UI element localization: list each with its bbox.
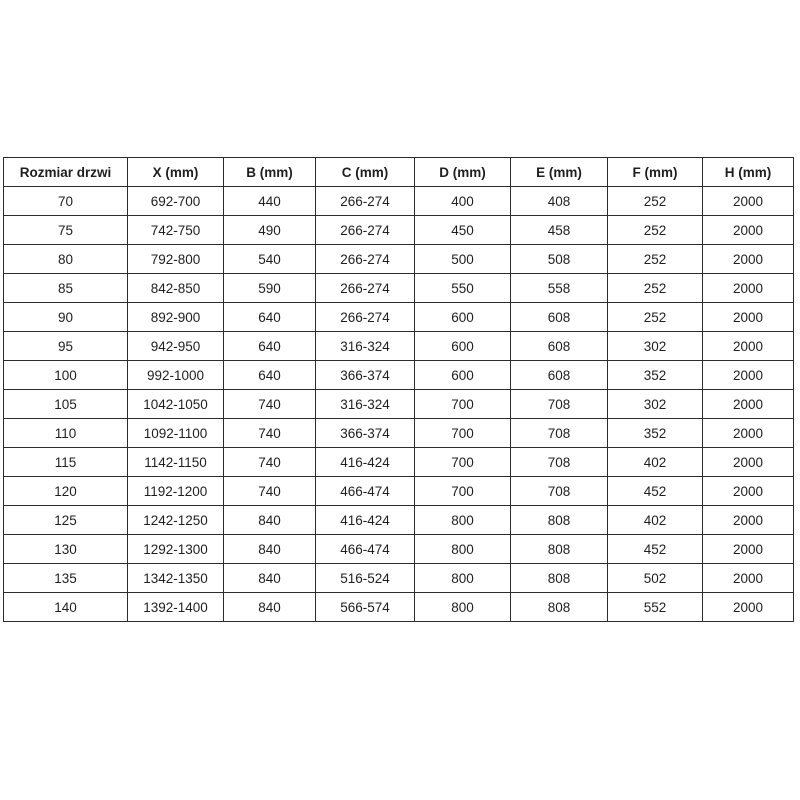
table-cell: 740 [224, 390, 316, 419]
table-cell: 500 [415, 245, 511, 274]
table-row [4, 419, 794, 448]
column-header: F (mm) [608, 158, 703, 187]
table-cell: 516-524 [316, 564, 415, 593]
table-cell: 266-274 [316, 216, 415, 245]
table-cell: 552 [608, 593, 703, 622]
table-cell: 408 [511, 187, 608, 216]
table-cell: 252 [608, 274, 703, 303]
table-cell: 808 [511, 593, 608, 622]
table-cell: 2000 [703, 535, 794, 564]
table-row [4, 187, 794, 216]
table-cell: 708 [511, 390, 608, 419]
table-cell: 2000 [703, 390, 794, 419]
table-cell: 2000 [703, 477, 794, 506]
table-cell: 700 [415, 448, 511, 477]
table-cell: 2000 [703, 245, 794, 274]
table-row [4, 593, 794, 622]
table-cell: 400 [415, 187, 511, 216]
table-cell: 252 [608, 303, 703, 332]
table-cell: 800 [415, 564, 511, 593]
table-cell: 700 [415, 477, 511, 506]
table-cell: 416-424 [316, 506, 415, 535]
column-header: H (mm) [703, 158, 794, 187]
table-cell: 1142-1150 [128, 448, 224, 477]
table-cell: 452 [608, 535, 703, 564]
table-row [4, 506, 794, 535]
table-cell: 366-374 [316, 419, 415, 448]
table-cell: 1292-1300 [128, 535, 224, 564]
column-header: D (mm) [415, 158, 511, 187]
table-cell: 740 [224, 419, 316, 448]
table-cell: 252 [608, 216, 703, 245]
door-size-table-container [3, 157, 794, 622]
table-cell: 708 [511, 419, 608, 448]
table-cell: 508 [511, 245, 608, 274]
table-cell: 840 [224, 506, 316, 535]
table-cell: 2000 [703, 187, 794, 216]
table-cell: 640 [224, 361, 316, 390]
table-cell: 740 [224, 448, 316, 477]
column-header: Rozmiar drzwi [4, 158, 128, 187]
table-cell: 402 [608, 506, 703, 535]
table-cell: 600 [415, 332, 511, 361]
table-cell: 742-750 [128, 216, 224, 245]
table-cell: 708 [511, 448, 608, 477]
table-cell: 2000 [703, 593, 794, 622]
table-cell: 2000 [703, 419, 794, 448]
table-cell: 800 [415, 506, 511, 535]
table-cell: 402 [608, 448, 703, 477]
table-cell: 942-950 [128, 332, 224, 361]
table-cell: 266-274 [316, 274, 415, 303]
table-cell: 75 [4, 216, 128, 245]
table-cell: 640 [224, 303, 316, 332]
table-cell: 316-324 [316, 390, 415, 419]
table-cell: 140 [4, 593, 128, 622]
table-cell: 416-424 [316, 448, 415, 477]
door-size-table [3, 157, 794, 622]
table-cell: 608 [511, 303, 608, 332]
table-cell: 125 [4, 506, 128, 535]
column-header: B (mm) [224, 158, 316, 187]
table-cell: 316-324 [316, 332, 415, 361]
table-row [4, 564, 794, 593]
table-cell: 808 [511, 506, 608, 535]
table-cell: 1042-1050 [128, 390, 224, 419]
table-cell: 558 [511, 274, 608, 303]
table-cell: 992-1000 [128, 361, 224, 390]
table-cell: 2000 [703, 448, 794, 477]
table-cell: 892-900 [128, 303, 224, 332]
column-header: C (mm) [316, 158, 415, 187]
table-cell: 352 [608, 361, 703, 390]
table-cell: 1342-1350 [128, 564, 224, 593]
table-cell: 608 [511, 332, 608, 361]
table-cell: 840 [224, 535, 316, 564]
table-cell: 842-850 [128, 274, 224, 303]
table-cell: 2000 [703, 564, 794, 593]
table-cell: 110 [4, 419, 128, 448]
table-cell: 90 [4, 303, 128, 332]
table-cell: 2000 [703, 361, 794, 390]
table-cell: 1392-1400 [128, 593, 224, 622]
table-cell: 808 [511, 535, 608, 564]
table-cell: 458 [511, 216, 608, 245]
table-cell: 590 [224, 274, 316, 303]
table-cell: 1192-1200 [128, 477, 224, 506]
table-cell: 440 [224, 187, 316, 216]
table-cell: 490 [224, 216, 316, 245]
table-cell: 2000 [703, 274, 794, 303]
table-cell: 2000 [703, 216, 794, 245]
table-cell: 740 [224, 477, 316, 506]
table-cell: 550 [415, 274, 511, 303]
table-cell: 95 [4, 332, 128, 361]
table-cell: 840 [224, 593, 316, 622]
table-cell: 566-574 [316, 593, 415, 622]
table-cell: 540 [224, 245, 316, 274]
table-cell: 692-700 [128, 187, 224, 216]
table-row [4, 245, 794, 274]
table-cell: 115 [4, 448, 128, 477]
table-cell: 266-274 [316, 187, 415, 216]
table-cell: 1092-1100 [128, 419, 224, 448]
table-cell: 100 [4, 361, 128, 390]
table-row [4, 361, 794, 390]
table-cell: 2000 [703, 506, 794, 535]
table-cell: 800 [415, 593, 511, 622]
table-row [4, 216, 794, 245]
table-cell: 105 [4, 390, 128, 419]
table-cell: 700 [415, 390, 511, 419]
table-cell: 266-274 [316, 245, 415, 274]
table-cell: 2000 [703, 303, 794, 332]
table-cell: 266-274 [316, 303, 415, 332]
table-row [4, 390, 794, 419]
table-row [4, 332, 794, 361]
table-cell: 800 [415, 535, 511, 564]
table-cell: 600 [415, 361, 511, 390]
table-cell: 2000 [703, 332, 794, 361]
table-cell: 792-800 [128, 245, 224, 274]
table-cell: 252 [608, 187, 703, 216]
table-cell: 466-474 [316, 477, 415, 506]
table-row [4, 477, 794, 506]
table-cell: 600 [415, 303, 511, 332]
table-cell: 130 [4, 535, 128, 564]
table-row [4, 303, 794, 332]
table-cell: 502 [608, 564, 703, 593]
table-cell: 302 [608, 332, 703, 361]
table-row [4, 535, 794, 564]
table-cell: 640 [224, 332, 316, 361]
header-row [4, 158, 794, 187]
table-cell: 450 [415, 216, 511, 245]
table-row [4, 448, 794, 477]
table-cell: 302 [608, 390, 703, 419]
table-cell: 366-374 [316, 361, 415, 390]
table-cell: 452 [608, 477, 703, 506]
table-cell: 808 [511, 564, 608, 593]
table-cell: 466-474 [316, 535, 415, 564]
table-cell: 252 [608, 245, 703, 274]
table-cell: 352 [608, 419, 703, 448]
table-cell: 120 [4, 477, 128, 506]
column-header: E (mm) [511, 158, 608, 187]
table-cell: 708 [511, 477, 608, 506]
table-cell: 70 [4, 187, 128, 216]
table-row [4, 274, 794, 303]
table-cell: 1242-1250 [128, 506, 224, 535]
table-cell: 80 [4, 245, 128, 274]
table-cell: 608 [511, 361, 608, 390]
table-cell: 85 [4, 274, 128, 303]
table-cell: 135 [4, 564, 128, 593]
table-cell: 700 [415, 419, 511, 448]
column-header: X (mm) [128, 158, 224, 187]
table-cell: 840 [224, 564, 316, 593]
table-body [4, 187, 794, 622]
